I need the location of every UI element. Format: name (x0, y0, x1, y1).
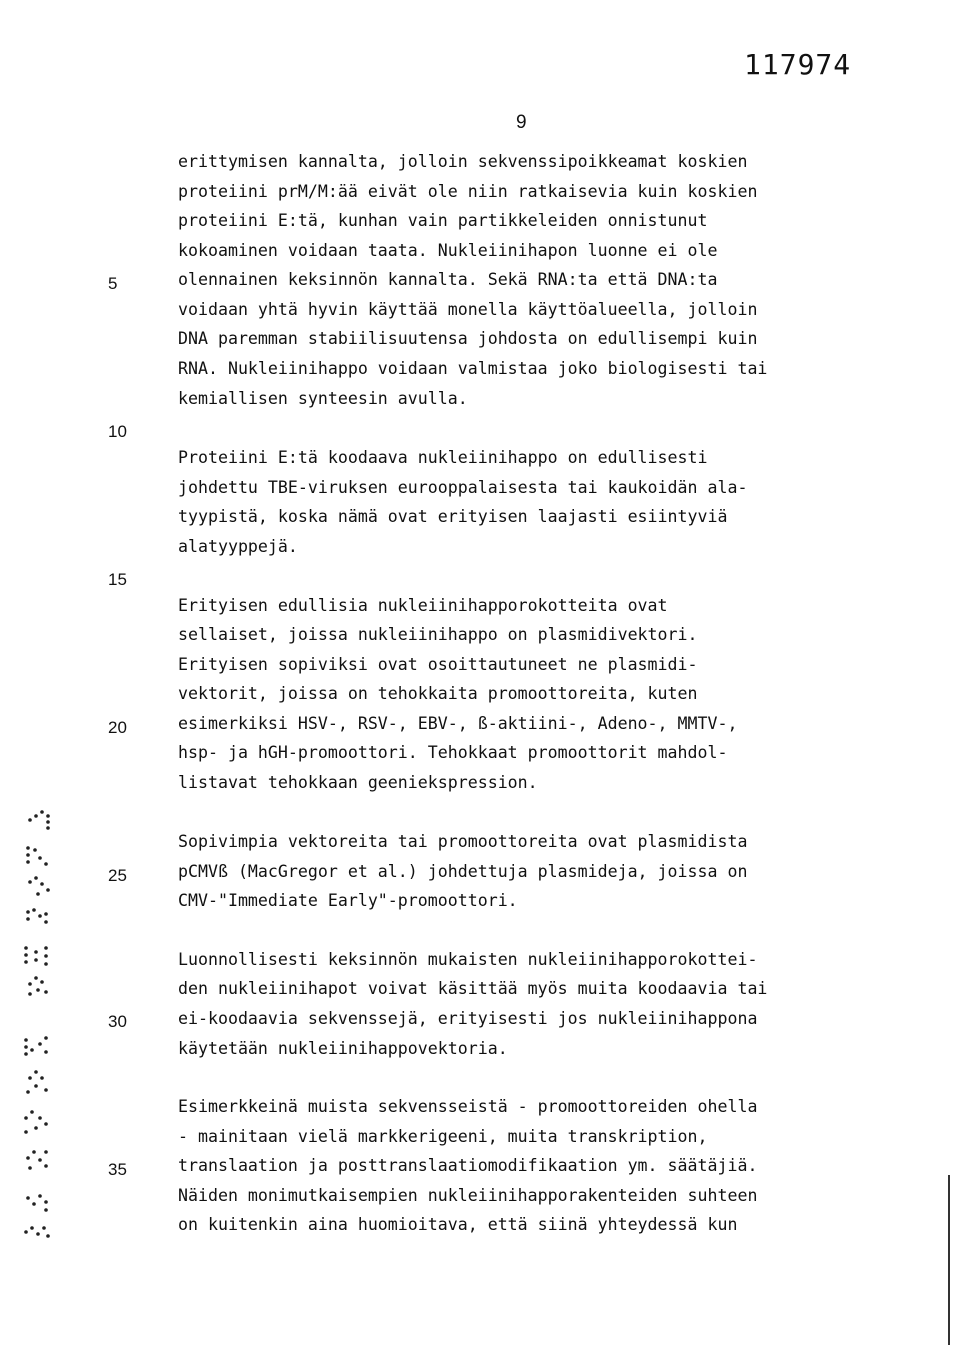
line-number-20: 20 (108, 718, 127, 737)
page-number: 9 (516, 112, 527, 133)
text-line: pCMVß (MacGregor et al.) johdettuja plasmideja, joissa on (178, 862, 748, 881)
text-line: alatyyppejä. (178, 537, 298, 556)
line-number-30: 30 (108, 1012, 127, 1031)
text-line: ei-koodaavia sekvenssejä, erityisesti jos nukleiinihappona (178, 1009, 758, 1028)
text-line: proteiini prM/M:ää eivät ole niin ratkaisevia kuin koskien (178, 182, 758, 201)
text-line: vektorit, joissa on tehokkaita promoottoreita, kuten (178, 684, 698, 703)
line-number-10: 10 (108, 422, 127, 441)
text-line: Näiden monimutkaisempien nukleiinihapporakenteiden suhteen (178, 1186, 758, 1205)
text-line: johdettu TBE-viruksen eurooppalaisesta tai kaukoidän ala- (178, 478, 748, 497)
right-margin-mark (948, 1175, 950, 1345)
text-line: erittymisen kannalta, jolloin sekvenssipoikkeamat koskien (178, 152, 748, 171)
binding-dot-pattern (0, 800, 80, 1260)
text-line: Esimerkkeinä muista sekvensseistä - promoottoreiden ohella (178, 1097, 758, 1116)
text-line: proteiini E:tä, kunhan vain partikkeleiden onnistunut (178, 211, 708, 230)
text-line: Sopivimpia vektoreita tai promoottoreita ovat plasmidista (178, 832, 748, 851)
text-line: CMV-"Immediate Early"-promoottori. (178, 891, 518, 910)
text-line: kemiallisen synteesin avulla. (178, 389, 468, 408)
document-number: 117974 (744, 48, 852, 81)
text-line: Proteiini E:tä koodaava nukleiinihappo on edullisesti (178, 448, 708, 467)
text-line: den nukleiinihapot voivat käsittää myös muita koodaavia tai (178, 979, 768, 998)
text-line: Erityisen edullisia nukleiinihapporokotteita ovat (178, 596, 668, 615)
line-number-15: 15 (108, 570, 127, 589)
text-line: Luonnollisesti keksinnön mukaisten nukleiinihapporokottei- (178, 950, 758, 969)
text-line: olennainen keksinnön kannalta. Sekä RNA:ta että DNA:ta (178, 270, 718, 289)
text-line: translaation ja posttranslaatiomodifikaation ym. säätäjiä. (178, 1156, 758, 1175)
line-number-35: 35 (108, 1160, 127, 1179)
text-line: listavat tehokkaan geeniekspression. (178, 773, 538, 792)
text-line: DNA paremman stabiilisuutensa johdosta on edullisempi kuin (178, 329, 758, 348)
text-line: on kuitenkin aina huomioitava, että siinä yhteydessä kun (178, 1215, 738, 1234)
text-line: hsp- ja hGH-promoottori. Tehokkaat promoottorit mahdol- (178, 743, 728, 762)
text-line: voidaan yhtä hyvin käyttää monella käyttöalueella, jolloin (178, 300, 758, 319)
text-line: kokoaminen voidaan taata. Nukleiinihapon luonne ei ole (178, 241, 718, 260)
text-line: käytetään nukleiinihappovektoria. (178, 1039, 508, 1058)
text-line: sellaiset, joissa nukleiinihappo on plasmidivektori. (178, 625, 698, 644)
text-line: RNA. Nukleiinihappo voidaan valmistaa joko biologisesti tai (178, 359, 768, 378)
text-line: esimerkiksi HSV-, RSV-, EBV-, ß-aktiini-, Adeno-, MMTV-, (178, 714, 738, 733)
text-line: Erityisen sopiviksi ovat osoittautuneet ne plasmidi- (178, 655, 698, 674)
text-line: tyypistä, koska nämä ovat erityisen laajasti esiintyviä (178, 507, 728, 526)
line-number-25: 25 (108, 866, 127, 885)
text-line: - mainitaan vielä markkerigeeni, muita transkription, (178, 1127, 708, 1146)
line-number-5: 5 (108, 274, 118, 293)
